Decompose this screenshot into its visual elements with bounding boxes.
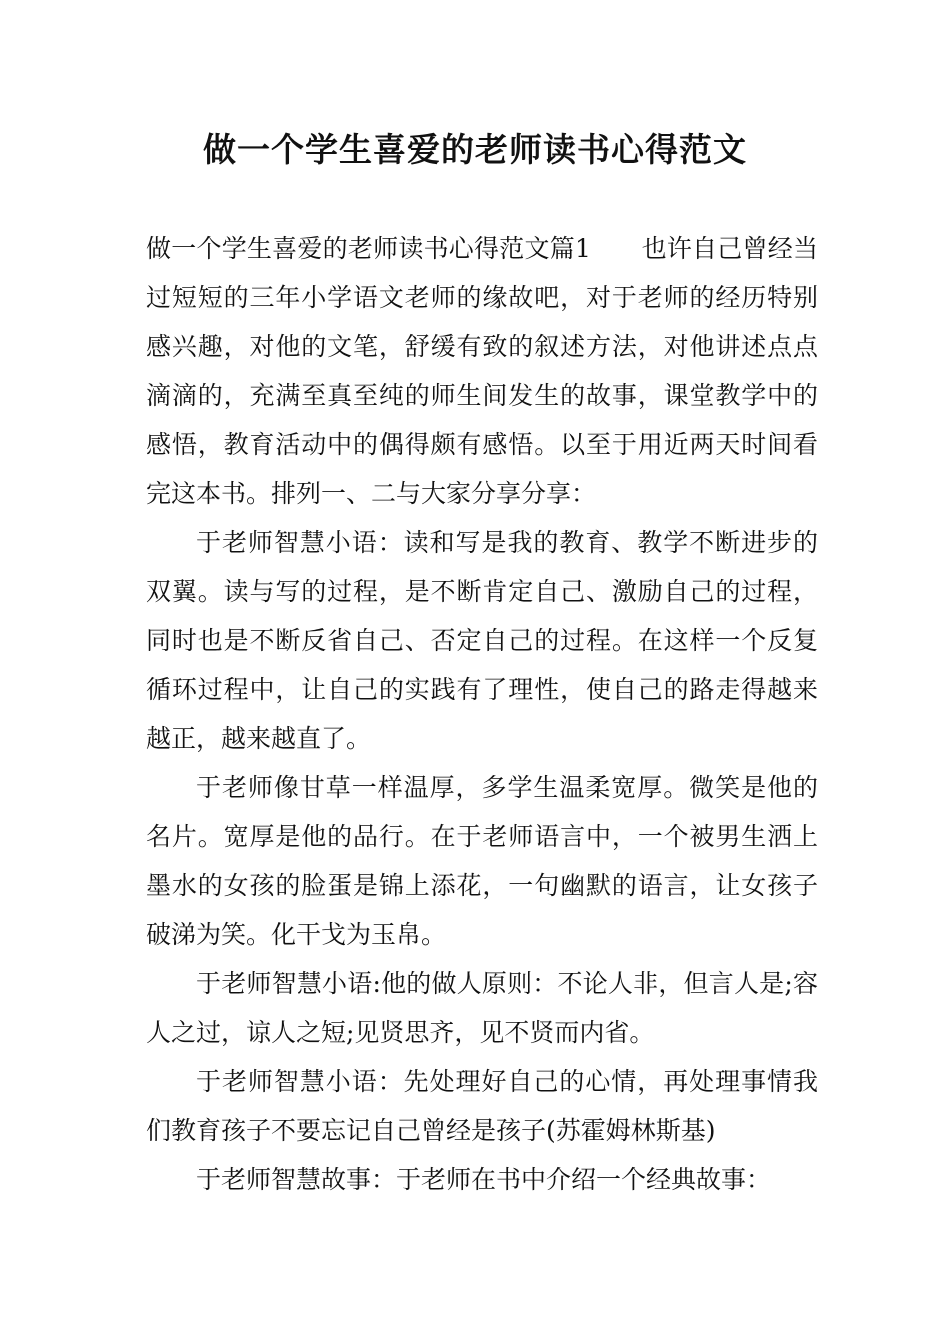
document-title: 做一个学生喜爱的老师读书心得范文 bbox=[203, 130, 747, 169]
paragraph-principles: 于老师智慧小语:他的做人原则：不论人非，但言人是;容人之过，谅人之短;见贤思齐，见不贤而内省。 bbox=[146, 969, 818, 1047]
paragraph-story: 于老师智慧故事：于老师在书中介绍一个经典故事： bbox=[196, 1165, 772, 1194]
document-body bbox=[146, 224, 818, 1204]
paragraph-intro: 做一个学生喜爱的老师读书心得范文篇1 也许自己曾经当过短短的三年小学语文老师的缘故吧，对于老师的经历特别感兴趣，对他的文笔，舒缓有致的叙述方法，对他讲述点点滴滴的，充满至真至纯的师生间发生的故事，课堂教学中的感悟，教育活动中的偶得颇有感悟。以至于用近两天时间看完这本书。排列一、二与大家分享分享： bbox=[146, 234, 818, 508]
paragraph-mood: 于老师智慧小语：先处理好自己的心情，再处理事情我们教育孩子不要忘记自己曾经是孩子(苏霍姆林斯基) bbox=[146, 1067, 818, 1145]
paragraph-reading-writing: 于老师智慧小语：读和写是我的教育、教学不断进步的双翼。读与写的过程，是不断肯定自己、激励自己的过程，同时也是不断反省自己、否定自己的过程。在这样一个反复循环过程中，让自己的实践有了理性，使自己的路走得越来越正，越来越直了。 bbox=[146, 528, 818, 753]
paragraph-gentle-teacher: 于老师像甘草一样温厚，多学生温柔宽厚。微笑是他的名片。宽厚是他的品行。在于老师语言中，一个被男生洒上墨水的女孩的脸蛋是锦上添花，一句幽默的语言，让女孩子破涕为笑。化干戈为玉帛。 bbox=[146, 773, 818, 949]
